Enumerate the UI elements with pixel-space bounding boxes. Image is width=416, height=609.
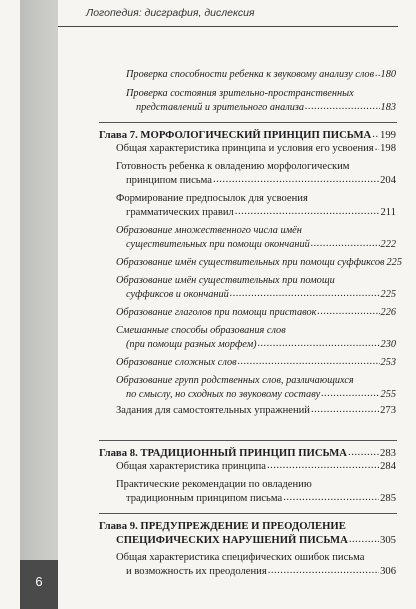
toc-entry: Образование множественного числа имён xyxy=(116,225,302,236)
toc-entry: принципом письма ..... 204 xyxy=(126,174,396,188)
toc-entry: Образование имён существительных при помощи xyxy=(116,275,335,286)
running-header-title: Логопедия: дисграфия, дислексия xyxy=(86,7,255,19)
toc-entry: Формирование предпосылок для усвоения xyxy=(116,193,308,204)
chapter-rule xyxy=(99,122,397,123)
toc-entry: Смешанные способы образования слов xyxy=(116,325,286,336)
toc-entry: существительных при помощи окончаний ..... 222 xyxy=(126,238,396,252)
toc-entry: Образование сложных слов ..... 253 xyxy=(116,356,396,370)
page-number: 6 xyxy=(35,574,43,589)
toc-entry: Готовность ребенка к овладению морфологическим xyxy=(116,161,350,172)
toc-entry: Образование групп родственных слов, различающихся xyxy=(116,375,354,386)
toc-chapter-8: Глава 8. ТРАДИЦИОННЫЙ ПРИНЦИП ПИСЬМА ..... 283 xyxy=(99,446,396,460)
chapter-rule xyxy=(99,440,397,441)
toc-entry: грамматических правил ..... 211 xyxy=(126,206,396,220)
toc-entry: Задания для самостоятельных упражнений ..... 273 xyxy=(116,404,396,418)
toc-entry: Общая характеристика принципа и условия его усвоения ..... 198 xyxy=(116,142,396,156)
toc-entry: традиционным принципом письма ..... 285 xyxy=(126,492,396,506)
toc-chapter-9: Глава 9. ПРЕДУПРЕЖДЕНИЕ И ПРЕОДОЛЕНИЕ xyxy=(99,520,346,532)
toc-entry: Образование имён существительных при помощи суффиксов 225 xyxy=(116,257,402,268)
toc-entry: и возможность их преодоления ..... 306 xyxy=(126,565,396,579)
toc-entry: Образование глаголов при помощи приставок ..... 226 xyxy=(116,306,396,320)
toc-entry: суффиксов и окончаний ..... 225 xyxy=(126,288,396,302)
toc-chapter-9-cont: СПЕЦИФИЧЕСКИХ НАРУШЕНИЙ ПИСЬМА ..... 305 xyxy=(116,533,396,547)
toc-entry: Проверка состояния зрительно-пространственных xyxy=(126,88,354,99)
toc-entry: Общая характеристика специфических ошибок письма xyxy=(116,552,365,563)
toc-entry: по смыслу, но сходных по звуковому составу ..... 255 xyxy=(126,388,396,402)
toc-entry: Практические рекомендации по овладению xyxy=(116,479,312,490)
toc-chapter-7: Глава 7. МОРФОЛОГИЧЕСКИЙ ПРИНЦИП ПИСЬМА ..... 199 xyxy=(99,128,396,142)
toc-entry: Общая характеристика принципа ..... 284 xyxy=(116,460,396,474)
toc-entry: (при помощи разных морфем) ..... 230 xyxy=(126,338,396,352)
chapter-rule xyxy=(99,513,397,514)
toc-entry: представлений и зрительного анализа ..... 183 xyxy=(136,101,396,115)
toc-entry: Проверка способности ребенка к звуковому анализу слов ..... 180 xyxy=(126,68,396,82)
